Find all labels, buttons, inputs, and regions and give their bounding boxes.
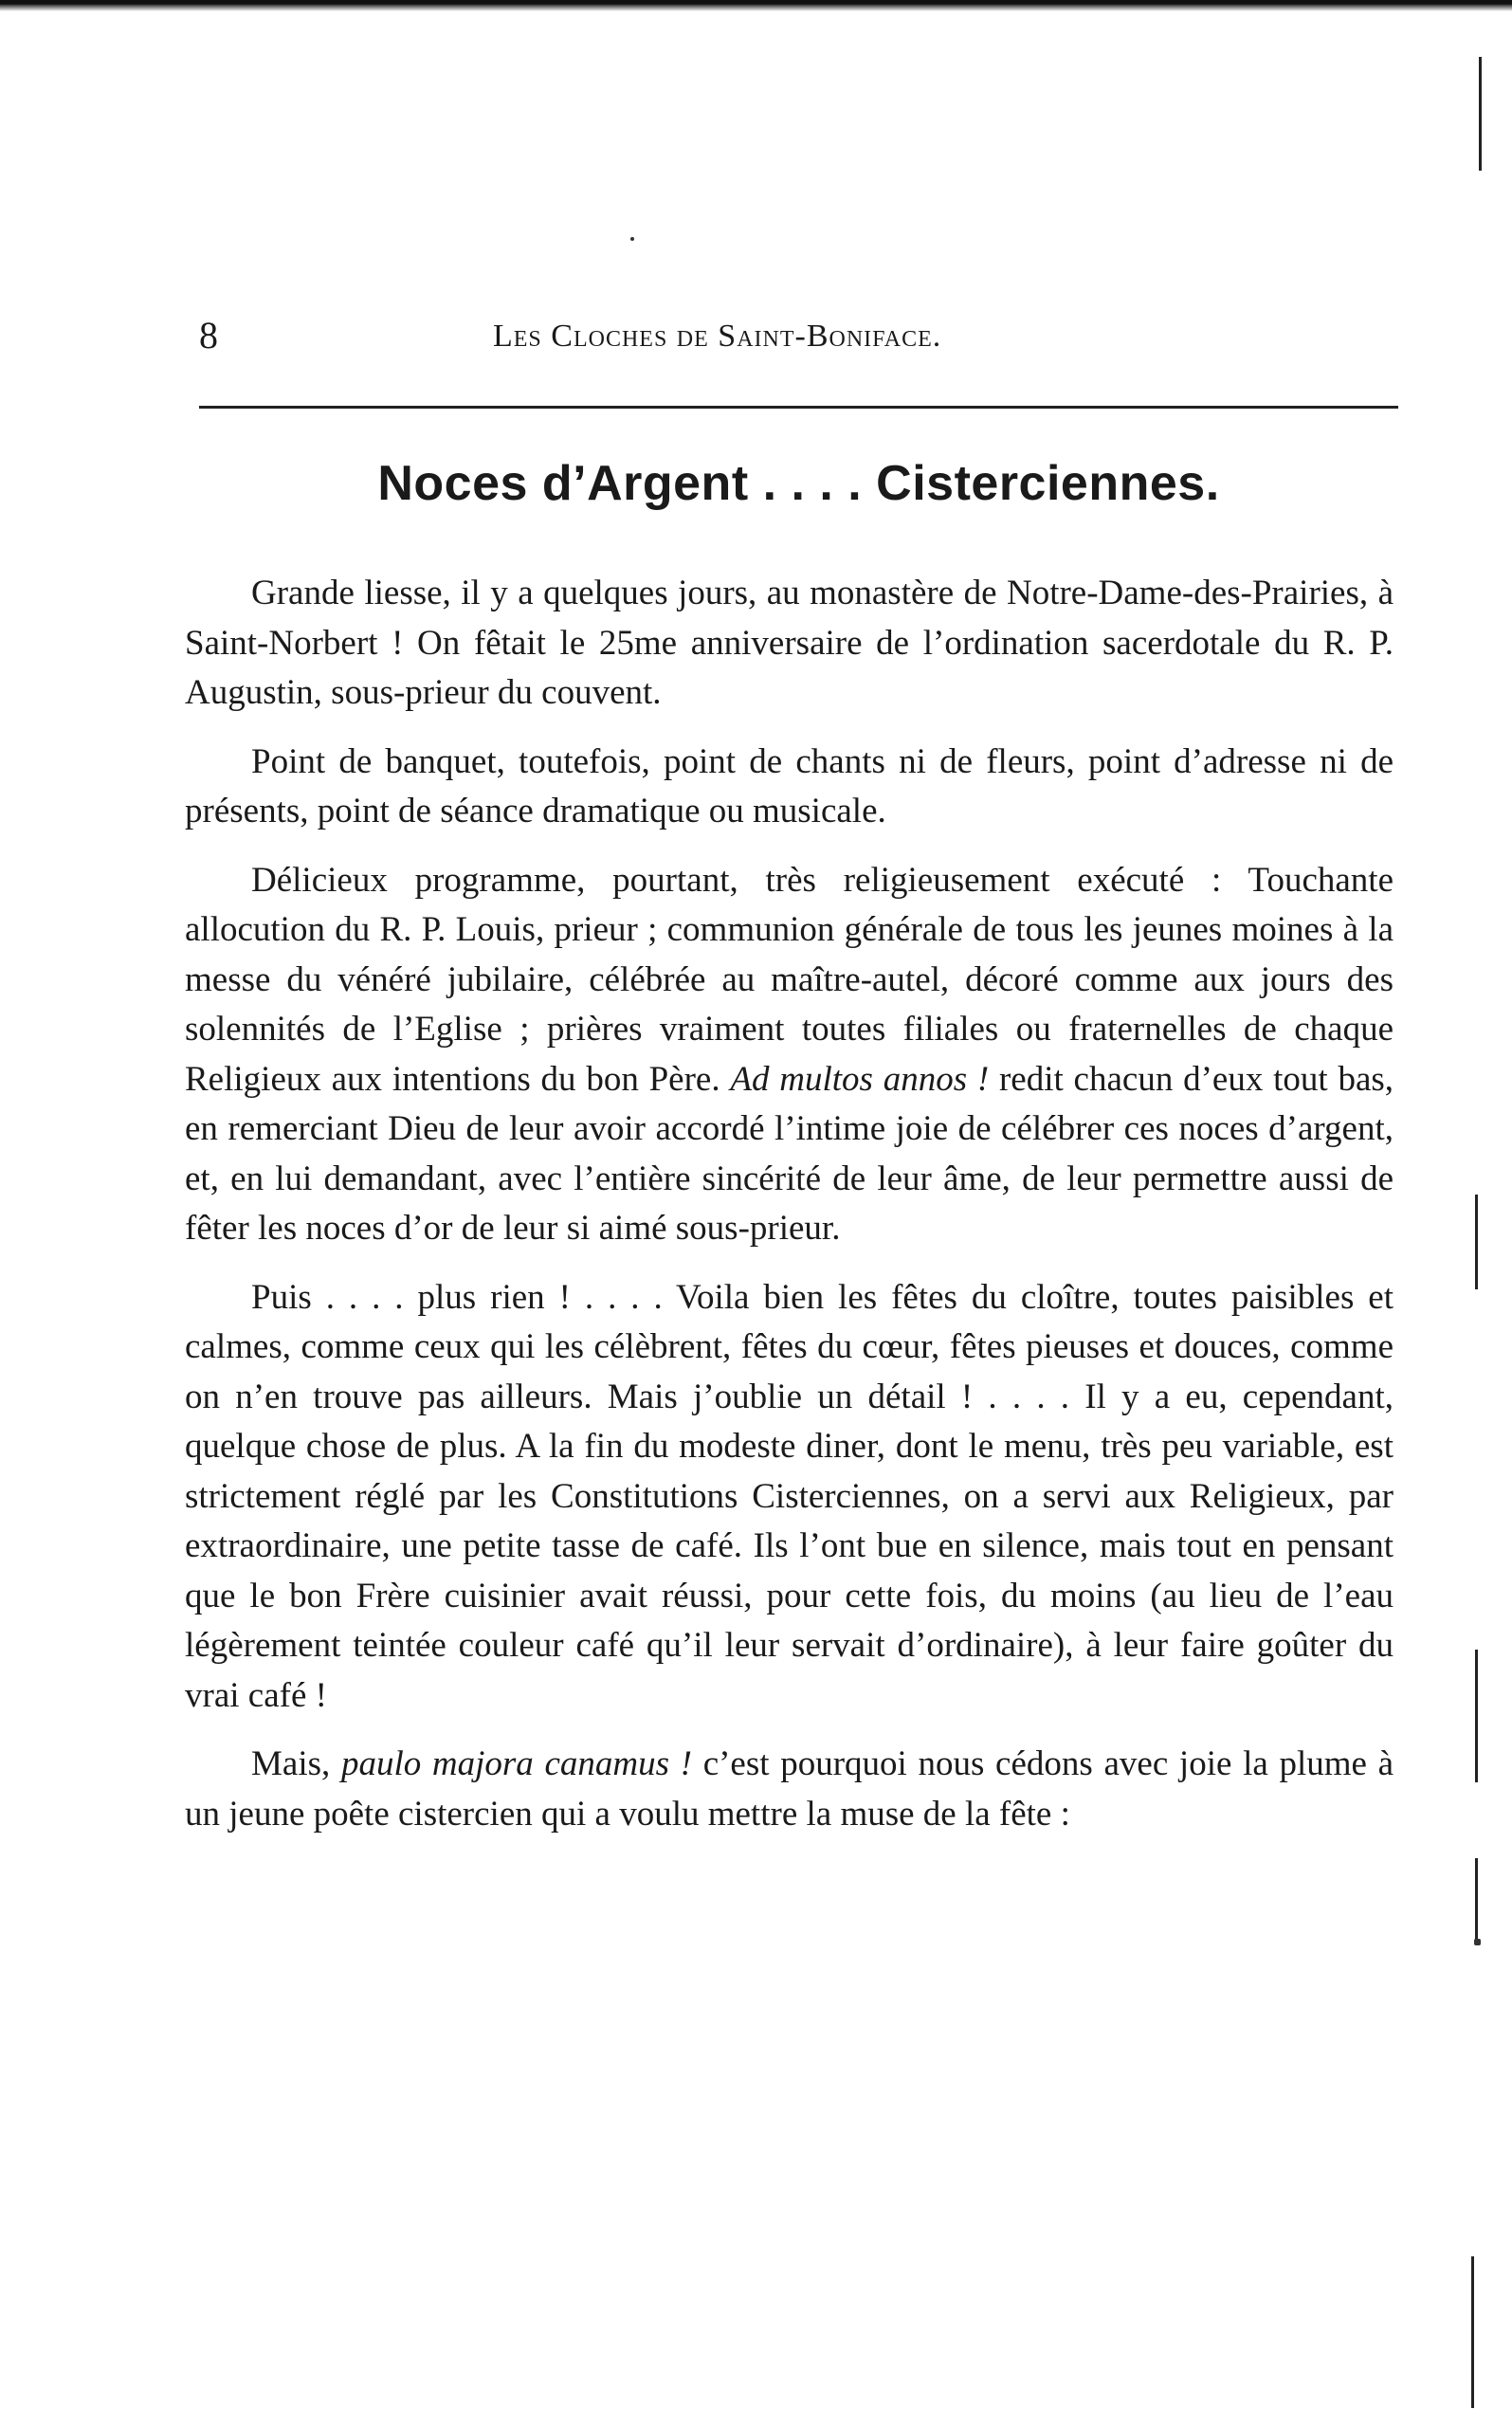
paragraph-text: Délicieux programme, pourtant, très religieusement exécuté : Touchante allocution du R. P. Louis, prieur ; communion générale de tous les jeunes moines à la messe du vénéré jubilaire, célébrée au maître-autel, décoré comme aux jours des solennités de l’Eglise ; prières vraiment toutes filiales ou fraternelles de chaque Religieux aux intentions du bon Père. <box>185 860 1394 1099</box>
paragraph: Grande liesse, il y a quelques jours, au monastère de Notre-Dame-des-Prairies, à Saint-Norbert ! On fêtait le 25me anniversaire de l’ordination sacerdotale du R. P. Augustin, sous-prieur du couvent. <box>185 574 1394 712</box>
paragraph: Point de banquet, toutefois, point de chants ni de fleurs, point d’adresse ni de présents, point de séance dramatique ou musicale. <box>185 741 1394 830</box>
paragraph-text: redit chacun d’eux tout bas, en remerciant Dieu de leur avoir accordé l’intime joie de célébrer ces noces d’argent, et, en lui demandant, avec l’entière sincérité de leur âme, de leur permettre aussi de fêter les noces d’or de leur si aimé sous-prieur. <box>185 1059 1394 1248</box>
paragraph: Puis . . . . plus rien ! . . . . Voila bien les fêtes du cloître, toutes paisibles et calmes, comme ceux qui les célèbrent, fêtes du cœur, fêtes pieuses et douces, comme on n’en trouve pas ailleurs. Mais j’oublie un détail ! . . . . Il y a eu, cependant, quelque chose de plus. A la fin du modeste diner, dont le menu, très peu variable, est strictement réglé par les Constitutions Cisterciennes, on a servi aux Religieux, par extraordinaire, une petite tasse de café. Ils l’ont bue en silence, mais tout en pensant que le bon Frère cuisinier avait réussi, pour cette fois, du moins (au lieu de l’eau légèrement teintée couleur café qu’il leur servait d’ordinaire), à leur faire goûter du vrai café ! <box>185 1277 1394 1715</box>
paragraph <box>185 856 1394 1254</box>
article-body <box>185 569 1394 1858</box>
paragraph-text: c’est pourquoi nous cédons avec joie la plume à un jeune poête cistercien qui a voulu mettre la muse de la fête : <box>185 1744 1394 1834</box>
scan-edge-mark <box>1479 57 1482 171</box>
scan-edge-mark <box>1475 1195 1478 1289</box>
scan-speck <box>1474 1939 1481 1945</box>
header-rule <box>199 406 1398 409</box>
page-header <box>199 313 1398 362</box>
paragraph-text: Mais, <box>251 1744 331 1783</box>
scan-speck <box>630 237 634 241</box>
page-top-border <box>0 0 1512 11</box>
scan-edge-mark <box>1475 1858 1478 1944</box>
latin-phrase: paulo majora canamus ! <box>340 1744 692 1783</box>
page-number: 8 <box>199 314 218 356</box>
paragraph <box>185 1740 1394 1839</box>
running-title: Les Cloches de Saint-Boniface. <box>493 319 942 354</box>
latin-phrase: Ad multos annos ! <box>730 1059 990 1099</box>
article-title: Noces d’Argent . . . . Cisterciennes. <box>377 456 1220 511</box>
scan-edge-mark <box>1471 2256 1474 2408</box>
scan-edge-mark <box>1475 1650 1478 1782</box>
